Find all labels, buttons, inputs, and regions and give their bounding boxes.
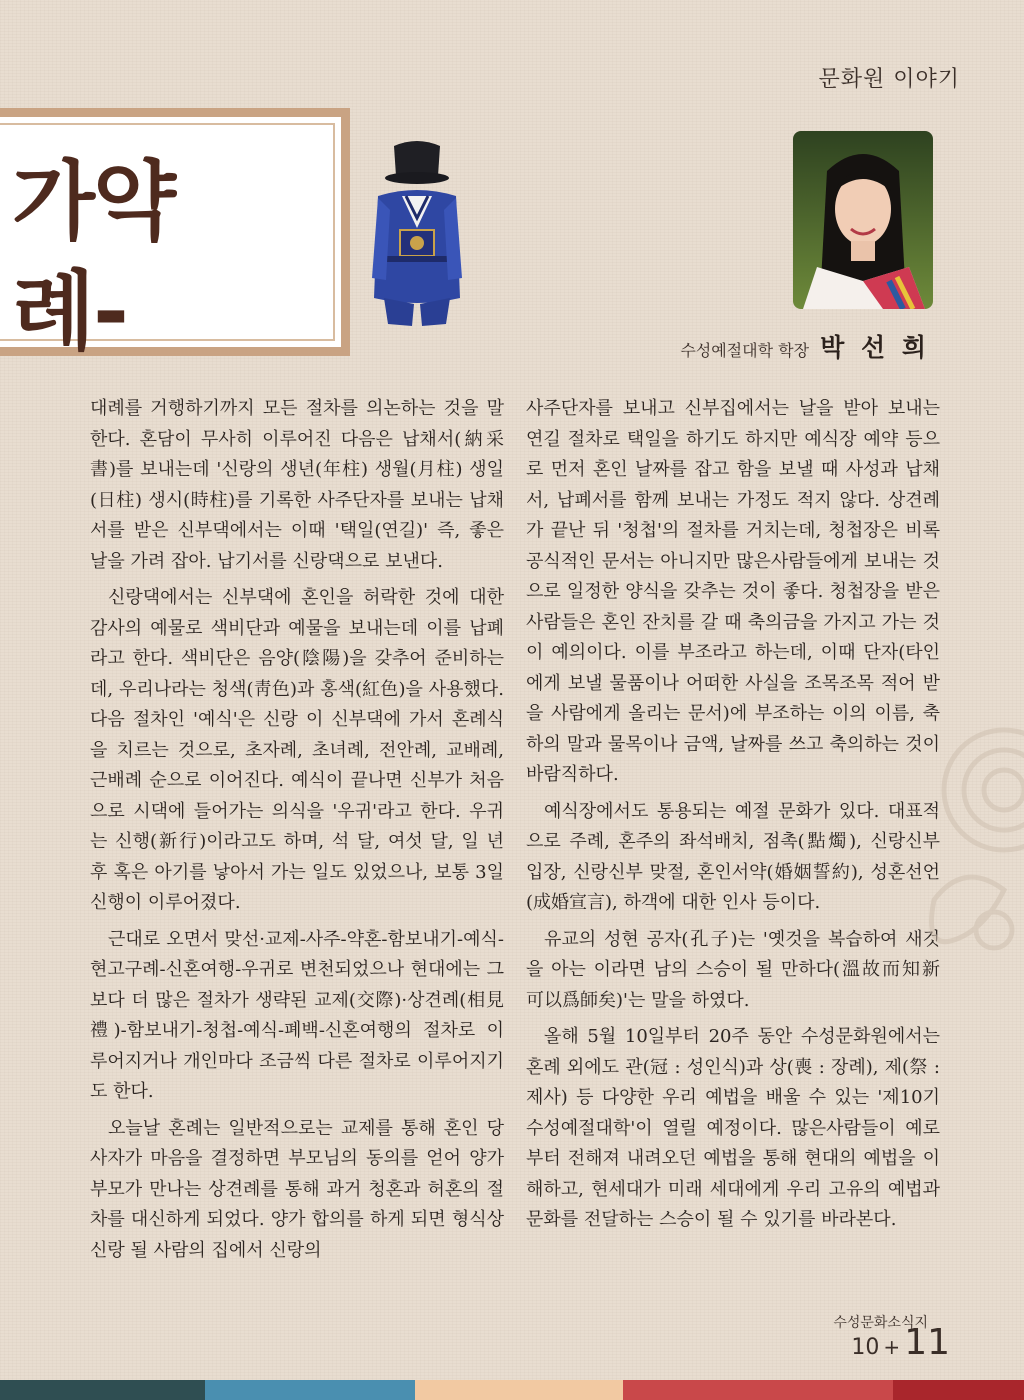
paragraph: 올해 5월 10일부터 20주 동안 수성문화원에서는 혼례 외에도 관(冠 : 성인식)과 상(喪 : 장례), 제(祭 : 제사) 등 다양한 우리 예법을 배울 수 있는 '제10기 수성예절대학'이 열릴 예정이다. 많은사람들이 예로부터 전해져 내려오던 예법을 통해 현대의 예법을 이해하고, 현세대가 미래 세대에게 우리 고유의 예법과 문화를 전달하는 스승이 될 수 있기를 바라본다.	[526, 1026, 940, 1230]
page-number-right: 11	[904, 1322, 950, 1363]
article-column-right	[526, 394, 940, 1236]
section-label: 문화원 이야기	[818, 67, 960, 92]
cloud-pattern-decoration	[894, 700, 1024, 1000]
footer-color-bar	[0, 1380, 1024, 1400]
author-role: 수성예절대학 학장	[680, 341, 810, 360]
magazine-name: 수성문화소식지	[833, 1315, 928, 1331]
title-line-2: 례-	[12, 262, 127, 362]
page-title	[12, 147, 174, 367]
groom-hanbok-illustration	[372, 138, 462, 330]
color-bar-segment	[623, 1380, 893, 1400]
paragraph: 대례를 거행하기까지 모든 절차를 의논하는 것을 말한다. 혼담이 무사히 이루어진 다음은 납채서(納采書)를 보내는데 '신랑의 생년(年柱) 생월(月柱) 생일(日柱) 생시(時柱)를 기록한 사주단자를 보내는 납채서를 받은 신부댁에서는 이때 '택일(연길)' 즉, 좋은 날을 가려 잡아. 납기서를 신랑댁으로 보낸다.	[90, 398, 504, 572]
page-separator: +	[883, 1335, 901, 1359]
color-bar-segment	[893, 1380, 1024, 1400]
author-portrait	[793, 131, 933, 309]
page-number-left: 10	[851, 1335, 880, 1360]
title-line-1: 가약	[12, 152, 175, 252]
paragraph: 유교의 성현 공자(孔子)는 '옛것을 복습하여 새것을 아는 이라면 남의 스승이 될 만하다(溫故而知新 可以爲師矣)'는 말을 하였다.	[526, 928, 940, 1011]
author-byline	[680, 328, 930, 364]
paragraph: 근대로 오면서 맞선·교제-사주-약혼-함보내기-예식-현고구례-신혼여행-우귀로 변천되었으나 현대에는 그보다 더 많은 절차가 생략된 교제(交際)·상견례(相見禮)-함보내기-청첩-예식-폐백-신혼여행의 절차로 이루어지거나 개인마다 조금씩 다른 절차로 이루어지기도 한다.	[90, 928, 504, 1102]
author-name: 박 선 희	[820, 333, 930, 362]
paragraph: 사주단자를 보내고 신부집에서는 날을 받아 보내는 연길 절차로 택일을 하기도 하지만 예식장 예약 등으로 먼저 혼인 날짜를 잡고 함을 보낼 때 사성과 납채서, 납폐서를 함께 보내는 가정도 적지 않다. 상견례가 끝난 뒤 '청첩'의 절차를 거치는데, 청첩장은 비록 공식적인 문서는 아니지만 많은사람들에게 보내는 것으로 일정한 양식을 갖추는 것이 좋다. 청첩장을 받은 사람들은 혼인 잔치를 갈 때 축의금을 가지고 가는 것이 예의이다. 이를 부조라고 하는데, 이때 단자(타인에게 보낼 물품이나 어떠한 사실을 조목조목 적어 받을 사람에게 올리는 문서)에 부조하는 이의 이름, 축하의 말과 물목이나 금액, 날짜를 쓰고 축의하는 것이 바람직하다.	[526, 398, 940, 785]
title-frame	[0, 108, 350, 362]
color-bar-segment	[0, 1380, 205, 1400]
paragraph: 오늘날 혼례는 일반적으로는 교제를 통해 혼인 당사자가 마음을 결정하면 부모님의 동의를 얻어 양가 부모가 만나는 상견례를 통해 과거 청혼과 허혼의 절차를 대신하게 되었다. 양가 합의를 하게 되면 형식상 신랑 될 사람의 집에서 신랑의	[90, 1117, 504, 1261]
color-bar-segment	[415, 1380, 623, 1400]
color-bar-segment	[205, 1380, 415, 1400]
paragraph: 예식장에서도 통용되는 예절 문화가 있다. 대표적으로 주례, 혼주의 좌석배치, 점촉(點燭), 신랑신부 입장, 신랑신부 맞절, 혼인서약(婚姻誓約), 성혼선언(成婚宣言), 하객에 대한 인사 등이다.	[526, 800, 940, 913]
page-numbers	[851, 1322, 950, 1363]
article-column-left	[90, 394, 504, 1266]
paragraph: 신랑댁에서는 신부댁에 혼인을 허락한 것에 대한 감사의 예물로 색비단과 예물을 보내는데 이를 납폐라고 한다. 색비단은 음양(陰陽)을 갖추어 준비하는데, 우리나라는 청색(靑色)과 홍색(紅色)을 사용했다. 다음 절차인 '예식'은 신랑 이 신부댁에 가서 혼례식을 치르는 것으로, 초자례, 초녀례, 전안례, 교배례, 근배례 순으로 이어진다. 예식이 끝나면 신부가 처음으로 시댁에 들어가는 의식을 '우귀'라고 한다. 우귀는 신행(新行)이라고도 하며, 석 달, 여섯 달, 일 년 후 혹은 아기를 낳아서 가는 일도 있었으나, 보통 3일 신행이 이루어졌다.	[90, 587, 504, 913]
